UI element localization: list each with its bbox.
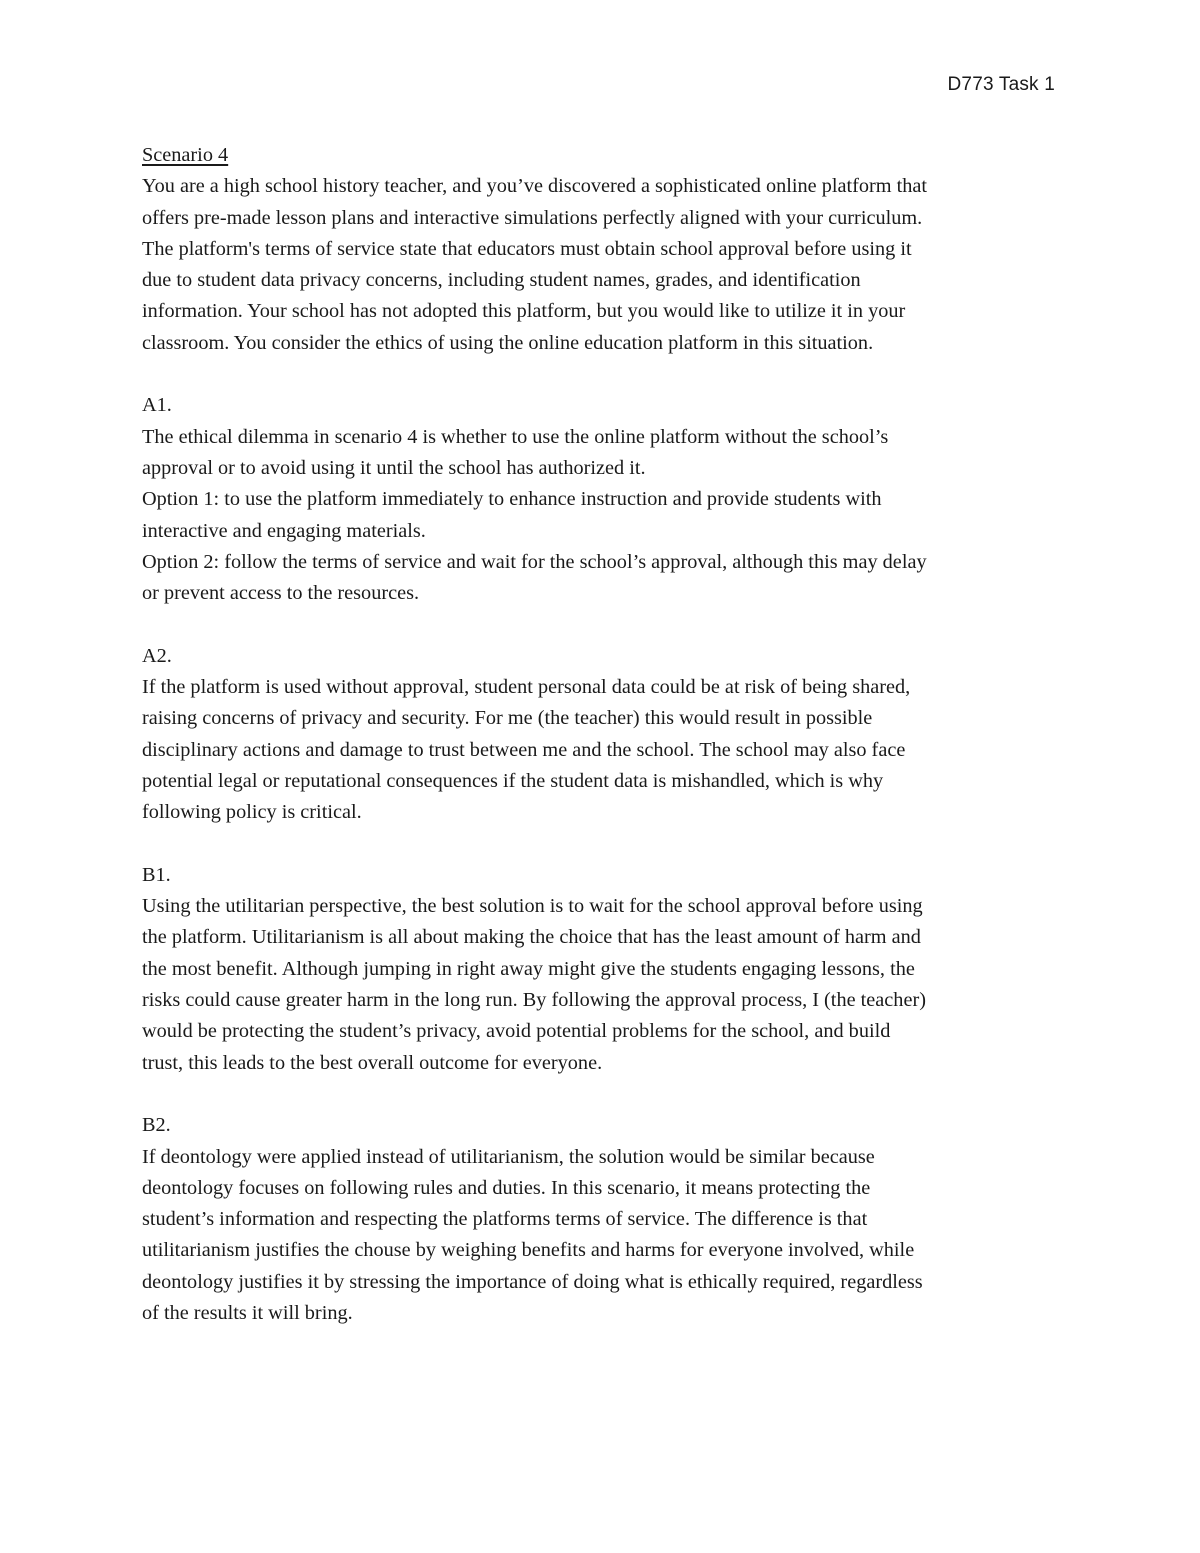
b2-line: utilitarianism justifies the chouse by weighing benefits and harms for everyone involved, while bbox=[142, 1239, 915, 1262]
b1-line: the platform. Utilitarianism is all about making the choice that has the least amount of harm and bbox=[142, 926, 921, 949]
a2-line: following policy is critical. bbox=[142, 801, 362, 824]
a1-line: approval or to avoid using it until the school has authorized it. bbox=[142, 456, 646, 479]
scenario-line: You are a high school history teacher, and you’ve discovered a sophisticated online platform that bbox=[142, 175, 928, 198]
page-header: D773 Task 1 bbox=[947, 74, 1055, 95]
a1-line: Option 2: follow the terms of service and wait for the school’s approval, although this may delay bbox=[142, 550, 927, 573]
b1-line: the most benefit. Although jumping in right away might give the students engaging lessons, the bbox=[142, 957, 915, 980]
b2-section bbox=[142, 1110, 1072, 1329]
b1-heading: B1. bbox=[142, 863, 171, 886]
b2-line: deontology justifies it by stressing the importance of doing what is ethically required, regardless bbox=[142, 1270, 923, 1293]
b2-line: of the results it will bring. bbox=[142, 1301, 353, 1324]
scenario-line: The platform's terms of service state that educators must obtain school approval before using it bbox=[142, 237, 912, 260]
document-body bbox=[142, 140, 1072, 1329]
scenario-line: offers pre-made lesson plans and interactive simulations perfectly aligned with your curriculum. bbox=[142, 206, 923, 229]
a2-section bbox=[142, 641, 1072, 829]
b1-line: Using the utilitarian perspective, the best solution is to wait for the school approval before using bbox=[142, 895, 923, 918]
b2-line: deontology focuses on following rules and duties. In this scenario, it means protecting the bbox=[142, 1176, 871, 1199]
paragraph-gap bbox=[142, 1079, 1072, 1110]
paragraph-gap bbox=[142, 609, 1072, 640]
a2-line: raising concerns of privacy and security. For me (the teacher) this would result in possible bbox=[142, 707, 873, 730]
b1-line: trust, this leads to the best overall outcome for everyone. bbox=[142, 1051, 603, 1074]
paragraph-gap bbox=[142, 359, 1072, 390]
scenario-section bbox=[142, 140, 1072, 359]
scenario-heading: Scenario 4 bbox=[142, 144, 229, 166]
a1-line: Option 1: to use the platform immediately to enhance instruction and provide students with bbox=[142, 488, 882, 511]
b2-heading: B2. bbox=[142, 1114, 171, 1137]
scenario-line: due to student data privacy concerns, including student names, grades, and identification bbox=[142, 269, 861, 292]
b2-line: If deontology were applied instead of utilitarianism, the solution would be similar because bbox=[142, 1145, 875, 1168]
a2-line: disciplinary actions and damage to trust between me and the school. The school may also face bbox=[142, 738, 906, 761]
a1-line: or prevent access to the resources. bbox=[142, 582, 420, 605]
scenario-line: classroom. You consider the ethics of using the online education platform in this situation. bbox=[142, 331, 874, 354]
a2-line: If the platform is used without approval, student personal data could be at risk of being shared, bbox=[142, 676, 911, 699]
a2-heading: A2. bbox=[142, 644, 172, 667]
paragraph-gap bbox=[142, 829, 1072, 860]
b1-line: risks could cause greater harm in the long run. By following the approval process, I (the teacher) bbox=[142, 989, 926, 1012]
a1-line: interactive and engaging materials. bbox=[142, 519, 426, 542]
scenario-line: information. Your school has not adopted this platform, but you would like to utilize it in your bbox=[142, 300, 906, 323]
b2-line: student’s information and respecting the platforms terms of service. The difference is that bbox=[142, 1208, 868, 1231]
b1-section bbox=[142, 860, 1072, 1079]
a2-line: potential legal or reputational consequences if the student data is mishandled, which is why bbox=[142, 769, 884, 792]
a1-line: The ethical dilemma in scenario 4 is whether to use the online platform without the school’s bbox=[142, 425, 889, 448]
a1-section bbox=[142, 390, 1072, 609]
a1-heading: A1. bbox=[142, 394, 172, 417]
b1-line: would be protecting the student’s privacy, avoid potential problems for the school, and build bbox=[142, 1020, 891, 1043]
